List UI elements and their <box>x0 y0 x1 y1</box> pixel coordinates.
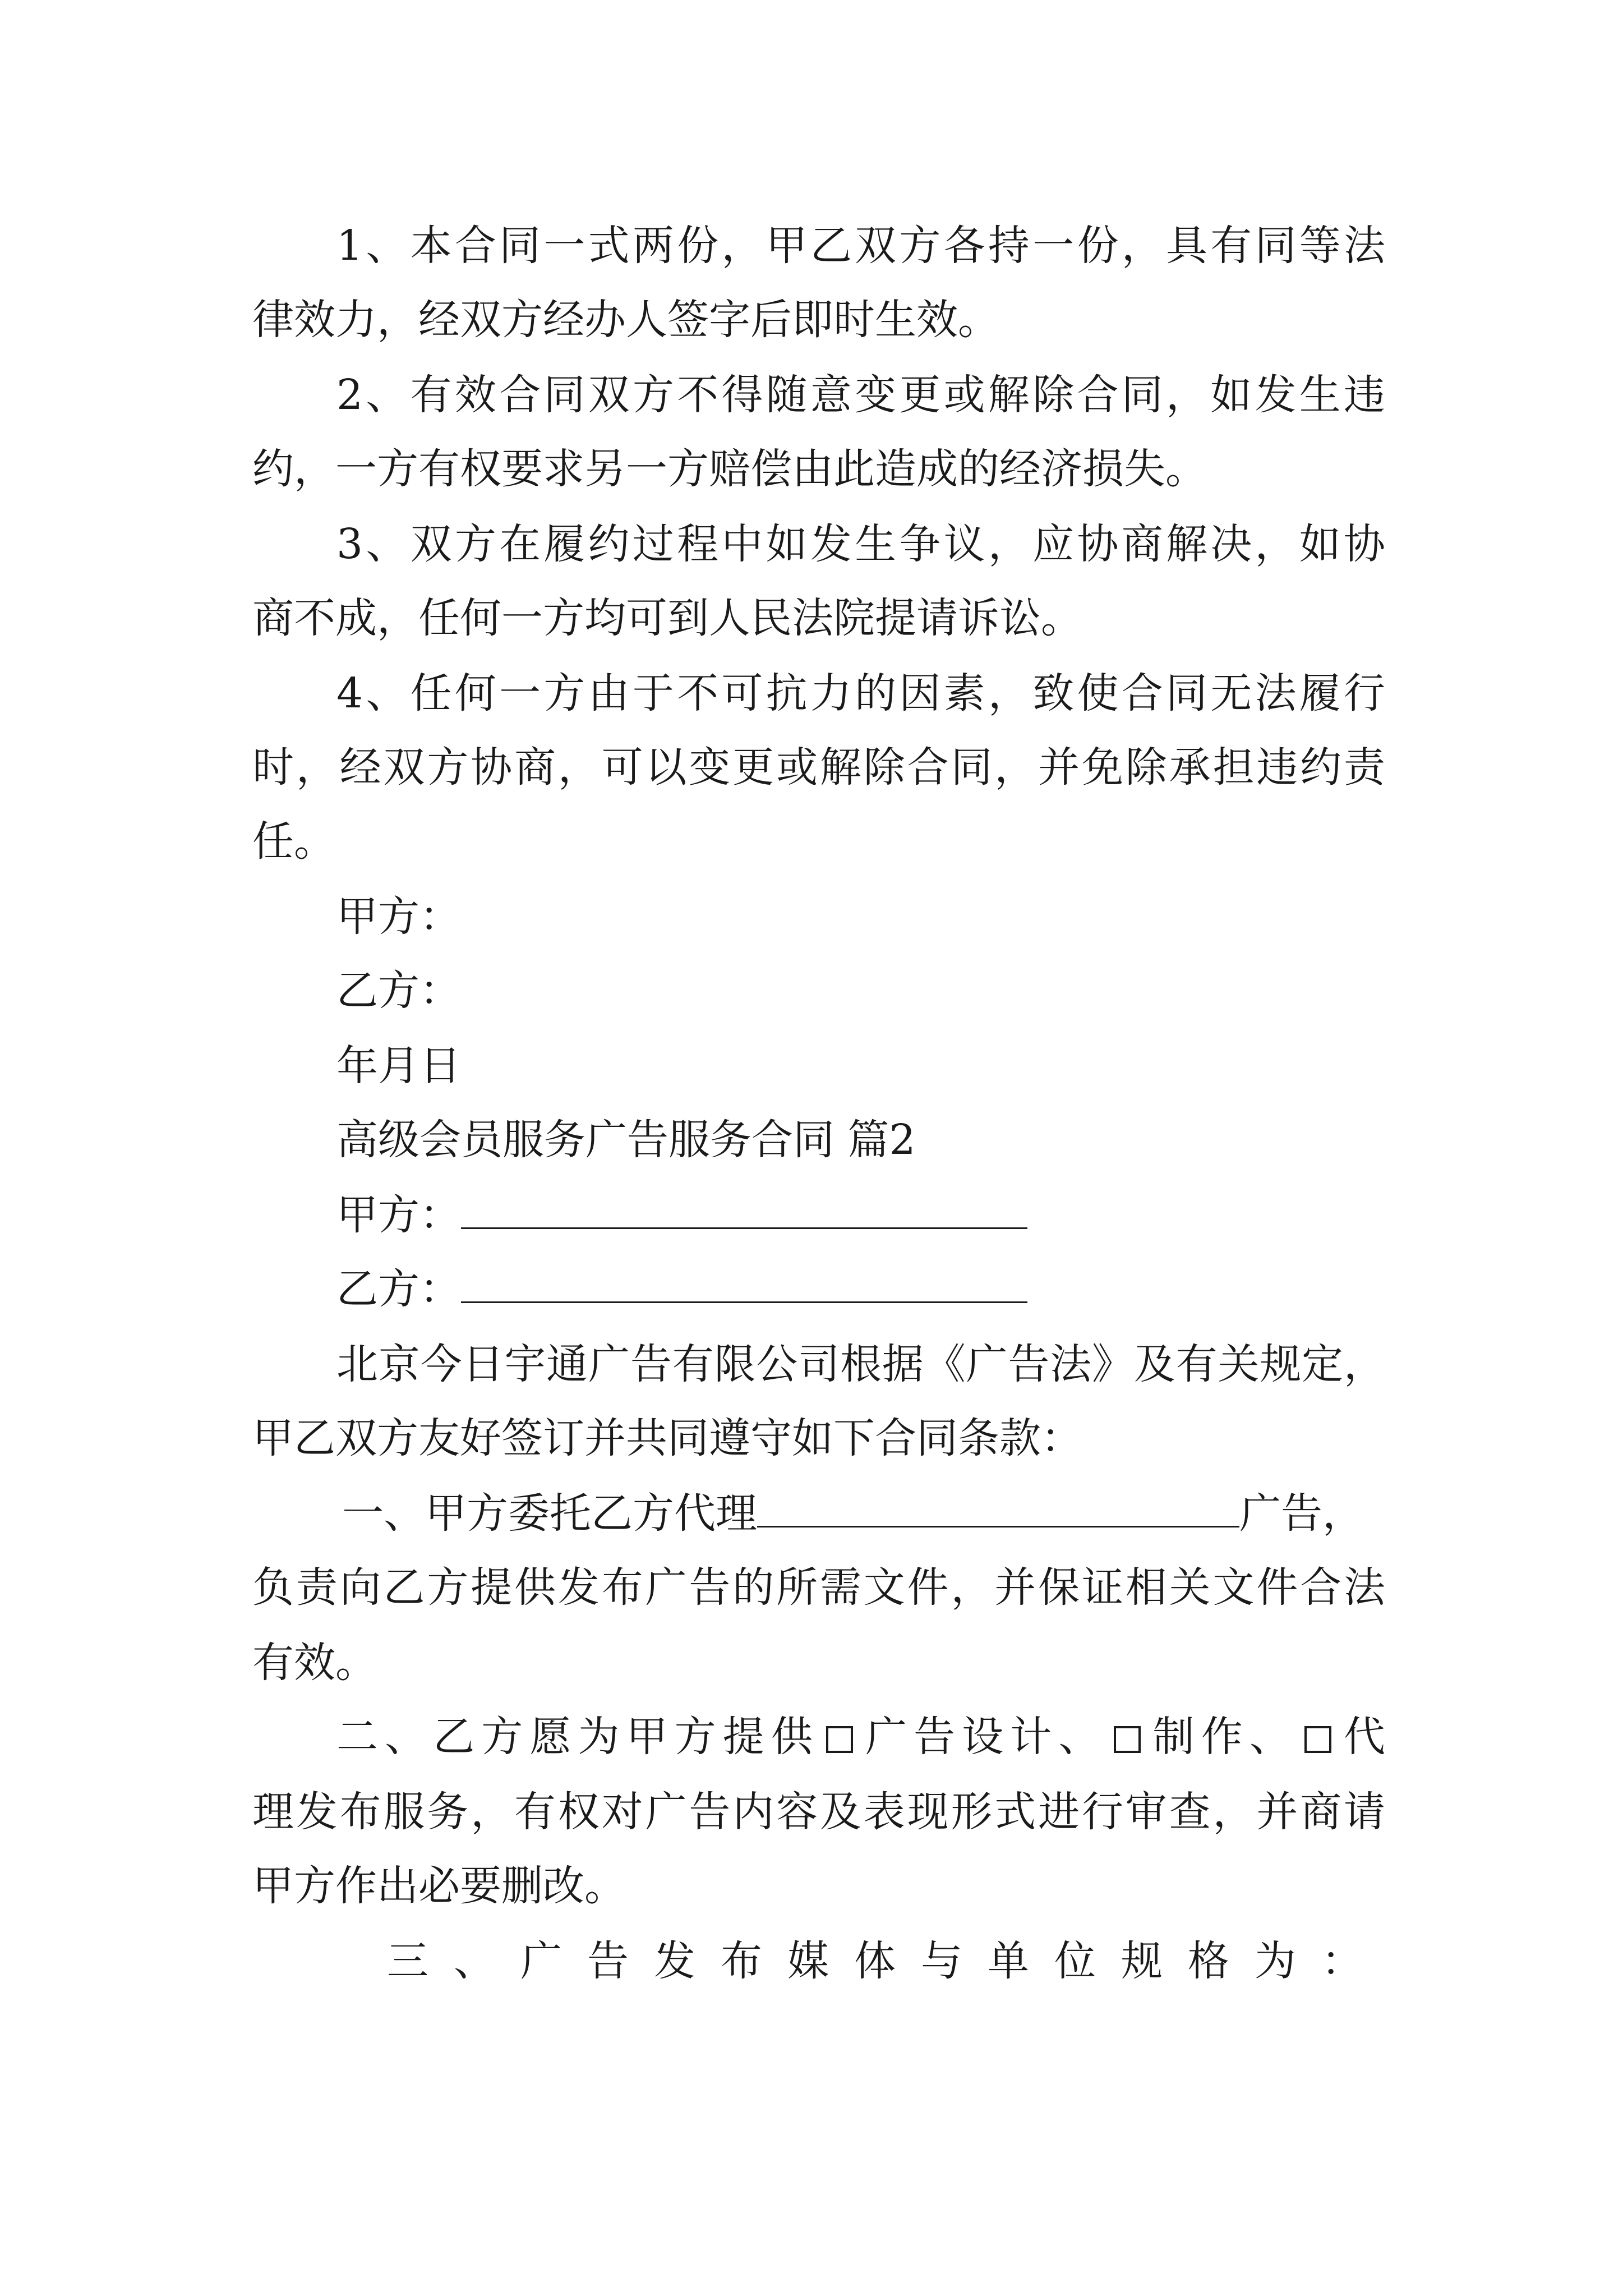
party-a-label: 甲方： <box>336 892 461 941</box>
party-b-row <box>336 1261 1385 1317</box>
agency-label: 代 <box>1336 1713 1386 1761</box>
clause-4-line-3: 任。 <box>252 817 335 866</box>
clause-one-line-2: 负责向乙方提供发布广告的所需文件，并保证相关文件合法 <box>252 1563 1385 1612</box>
clause-two-line-1 <box>336 1709 1385 1765</box>
production-checkbox[interactable] <box>1114 1726 1141 1753</box>
ad-design-label: 广告设计、 <box>858 1713 1107 1761</box>
clause-one-line-3: 有效。 <box>252 1639 377 1687</box>
clause-1-line-2: 律效力，经双方经办人签字后即时生效。 <box>252 296 999 344</box>
clause-3-line-1: 3、双方在履约过程中如发生争议，应协商解决，如协 <box>336 520 1385 568</box>
clause-two-line-3: 甲方作出必要删改。 <box>252 1862 626 1910</box>
intro-line-1: 北京今日宇通广告有限公司根据《广告法》及有关规定， <box>336 1340 1385 1388</box>
agency-publish-checkbox[interactable] <box>1304 1726 1331 1753</box>
party-b-blank <box>461 1262 1027 1303</box>
party-a-row <box>336 1187 1385 1243</box>
date-label: 年月日 <box>336 1042 461 1090</box>
clause-two-prefix: 二、乙方愿为甲方提供 <box>336 1713 819 1761</box>
party-a2-label: 甲方： <box>336 1191 461 1239</box>
section-title: 高级会员服务广告服务合同 篇2 <box>336 1116 916 1164</box>
clause-2-line-1: 2、有效合同双方不得随意变更或解除合同，如发生违 <box>336 371 1385 419</box>
clause-one-prefix: 一、甲方委托乙方代理 <box>342 1489 757 1538</box>
clause-1-line-1: 1、本合同一式两份，甲乙双方各持一份，具有同等法 <box>336 222 1385 270</box>
clause-4-line-1: 4、任何一方由于不可抗力的因素，致使合同无法履行 <box>336 669 1385 717</box>
ad-design-checkbox[interactable] <box>826 1726 853 1753</box>
clause-two-line-2: 理发布服务，有权对广告内容及表现形式进行审查，并商请 <box>252 1788 1385 1836</box>
production-label: 制作、 <box>1146 1713 1298 1761</box>
clause-one-suffix: 广告， <box>1239 1489 1364 1538</box>
clause-4-line-2: 时，经双方协商，可以变更或解除合同，并免除承担违约责 <box>252 743 1385 792</box>
ad-name-blank <box>757 1487 1239 1527</box>
intro-line-2: 甲乙双方友好签订并共同遵守如下合同条款： <box>252 1414 1082 1462</box>
party-b-label: 乙方： <box>336 967 461 1015</box>
clause-2-line-2: 约，一方有权要求另一方赔偿由此造成的经济损失。 <box>252 445 1207 493</box>
clause-one-line-1 <box>342 1485 1408 1542</box>
party-b2-label: 乙方： <box>336 1265 461 1313</box>
clause-three-line-1: 三、广告发布媒体与单位规格为： <box>387 1937 1363 1985</box>
party-a-blank <box>461 1188 1027 1229</box>
clause-3-line-2: 商不成，任何一方均可到人民法院提请诉讼。 <box>252 594 1082 642</box>
